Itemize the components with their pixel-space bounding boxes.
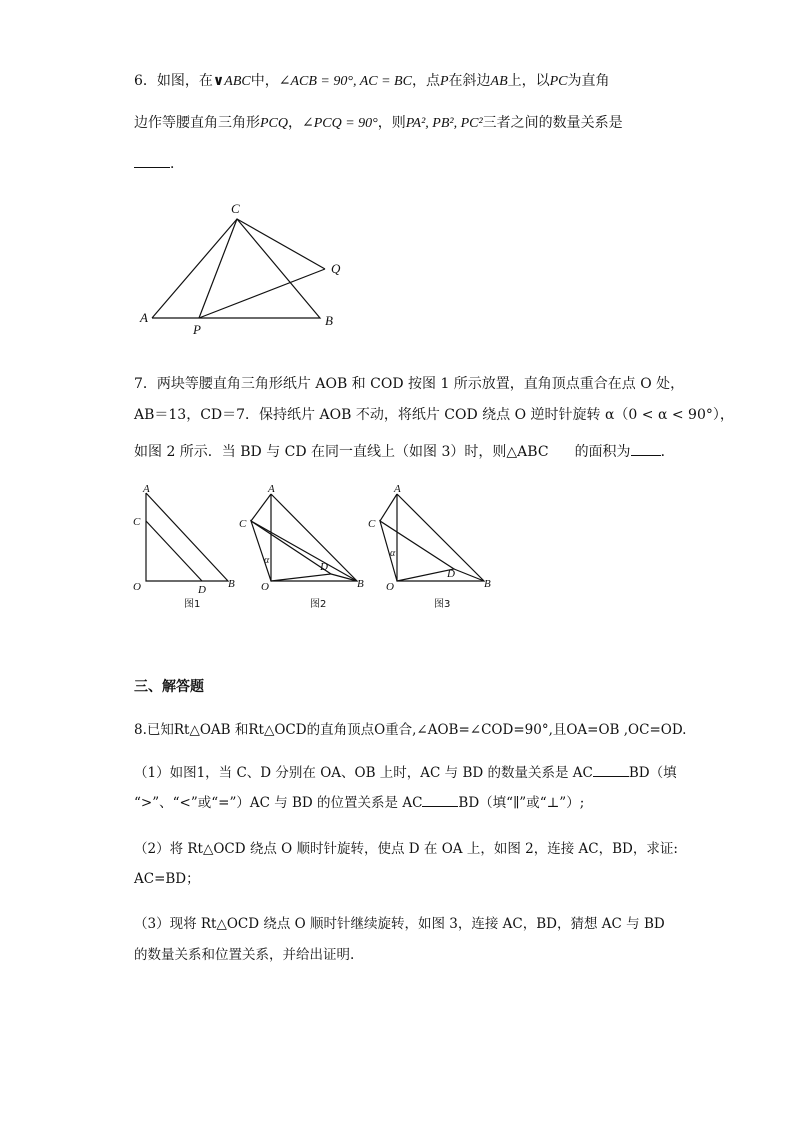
label-a: A: [143, 483, 150, 495]
triangle-aob: [146, 493, 228, 581]
label-b: B: [228, 578, 235, 590]
q7-line-1: 7．两块等腰直角三角形纸片 AOB 和 COD 按图 1 所示放置，直角顶点重合在点 O 处，: [134, 376, 685, 392]
q6-squares: PA², PB², PC²: [405, 116, 483, 131]
triangle-aob: [271, 494, 357, 581]
q6-line-3: ．: [134, 153, 184, 174]
q6-number: 6．: [134, 73, 157, 89]
answer-blank[interactable]: [593, 762, 629, 777]
q7-figure-1: [133, 483, 235, 610]
q8-line-5: AC=BD；: [134, 871, 200, 887]
label-c: C: [368, 518, 376, 530]
label-d: D: [320, 561, 328, 573]
q7-line-2: AB＝13，CD＝7．保持纸片 AOB 不动，将纸片 COD 绕点 O 逆时针旋转 α（0 < α < 90°），: [134, 407, 734, 423]
alpha-label: α: [390, 548, 396, 559]
triangle-aob: [397, 494, 484, 581]
label-a: A: [140, 310, 148, 325]
label-a: A: [268, 483, 275, 495]
q8-line-7: 的数量关系和位置关系，并给出证明.: [134, 947, 355, 963]
label-b: B: [357, 578, 364, 590]
q8-line-3: “>”、“<”或“=”）AC 与 BD 的位置关系是 AC BD（填“∥”或“⊥”）;: [134, 792, 584, 813]
segment-db: [454, 569, 484, 581]
q8-line-6: （3）现将 Rt△OCD 绕点 O 顺时针继续旋转，如图 3，连接 AC，BD，猜想 AC 与 BD: [134, 916, 665, 932]
segment-cd: [146, 521, 202, 581]
q6-condition-1: ∠ACB = 90°, AC = BC: [278, 74, 412, 89]
segment-ab: [251, 494, 271, 521]
answer-blank[interactable]: [422, 792, 458, 807]
q6-line-1: 6．如图，在∨ABC中，∠ACB = 90°, AC = BC，点P在斜边AB上，以PC为直角: [134, 73, 610, 89]
q7-figure-3: [368, 483, 491, 610]
label-q: Q: [331, 261, 341, 276]
label-o: O: [261, 581, 269, 593]
label-d: D: [447, 568, 455, 580]
label-a: A: [394, 483, 401, 495]
label-c: C: [231, 201, 240, 216]
fig3-caption: 图3: [434, 599, 451, 610]
label-c: C: [239, 518, 247, 530]
label-d: D: [198, 584, 206, 596]
fig2-caption: 图2: [310, 599, 327, 610]
q8-line-1: 8.已知Rt△OAB 和Rt△OCD的直角顶点O重合,∠AOB=∠COD=90°,且OA=OB ,OC=OD.: [134, 722, 687, 738]
label-o: O: [386, 581, 394, 593]
label-b: B: [325, 313, 333, 328]
label-p: P: [193, 322, 201, 337]
label-o: O: [133, 581, 141, 593]
section-title: 三、解答题: [134, 679, 204, 695]
q6-line-2: 边作等腰直角三角形PCQ，∠PCQ = 90°，则PA², PB², PC²三者之间的数量关系是: [134, 115, 623, 131]
label-c: C: [133, 516, 141, 528]
triangle-cod: [251, 521, 331, 581]
q8-line-4: （2）将 Rt△OCD 绕点 O 顺时针旋转，使点 D 在 OA 上，如图 2，连接 AC，BD，求证:: [134, 841, 678, 857]
q7-figure-2: [239, 483, 364, 610]
q8-line-2: （1）如图1，当 C、D 分别在 OA、OB 上时，AC 与 BD 的数量关系是 AC BD（填: [134, 762, 677, 783]
alpha-label: α: [264, 555, 270, 566]
segment-ac: [380, 494, 397, 521]
fig1-caption: 图1: [184, 599, 201, 610]
q7-line-3: 如图 2 所示．当 BD 与 CD 在同一直线上（如图 3）时，则△ABC 的面积为 ．: [134, 441, 675, 462]
triangle-symbol: ∨: [212, 73, 225, 89]
segment-cb: [251, 521, 357, 581]
q6-condition-2: ∠PCQ = 90°: [302, 116, 378, 131]
label-b: B: [484, 578, 491, 590]
